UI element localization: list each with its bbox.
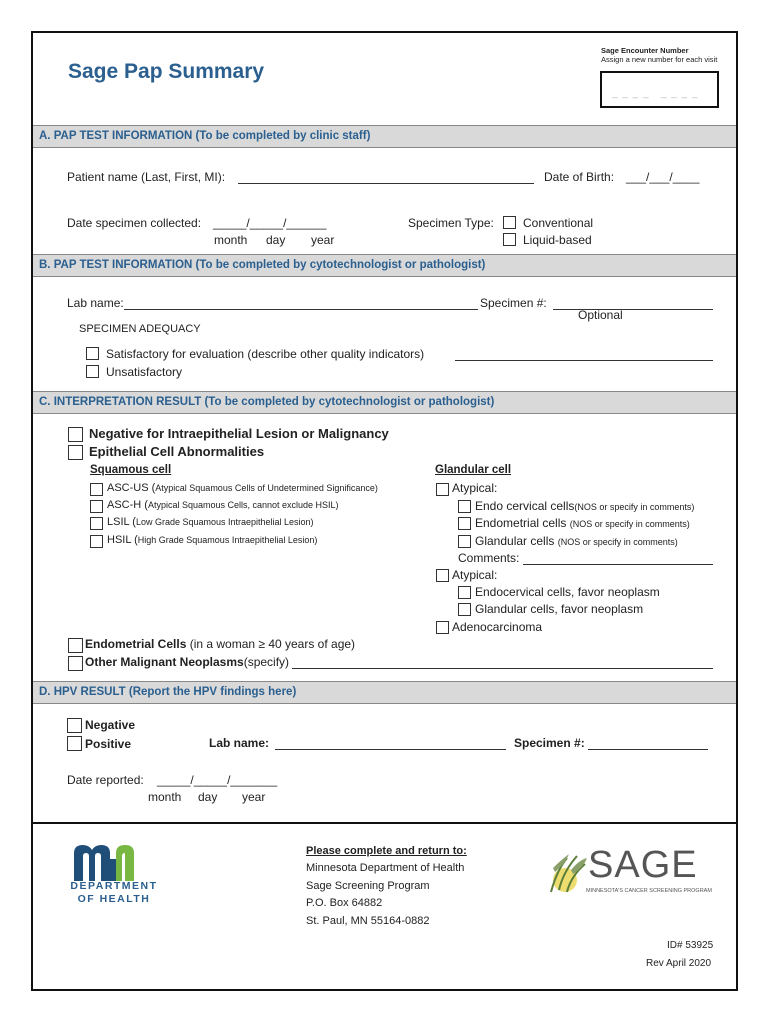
- optional-label: Optional: [578, 308, 623, 322]
- endometrial-cells-label: Endometrial Cells (in a woman ≥ 40 years of age): [85, 637, 356, 651]
- adenocarcinoma-label: Adenocarcinoma: [452, 620, 543, 634]
- hsil-checkbox[interactable]: [90, 535, 103, 548]
- form-id: ID# 53925: [667, 940, 714, 951]
- atypical-checkbox-1[interactable]: [436, 483, 449, 496]
- date-reported-label: Date reported:: [67, 773, 144, 787]
- quality-indicators-field[interactable]: [455, 360, 713, 361]
- dob-label: Date of Birth:: [544, 170, 615, 184]
- endo-cervical-checkbox[interactable]: [458, 500, 471, 513]
- hpv-date-day-label: day: [198, 790, 218, 804]
- conventional-checkbox[interactable]: [503, 216, 516, 229]
- date-collected-field[interactable]: _____/_____/______: [213, 216, 327, 230]
- glandular-cells-checkbox[interactable]: [458, 535, 471, 548]
- conventional-label: Conventional: [523, 216, 594, 230]
- endocervical-neoplasm-checkbox[interactable]: [458, 586, 471, 599]
- squamous-heading: Squamous cell: [90, 464, 172, 476]
- lab-name-field[interactable]: [124, 309, 478, 310]
- specimen-type-label: Specimen Type:: [408, 216, 494, 230]
- lab-name-label: Lab name:: [67, 296, 124, 310]
- date-collected-label: Date specimen collected:: [67, 216, 202, 230]
- epithelial-label: Epithelial Cell Abnormalities: [89, 444, 265, 459]
- unsatisfactory-checkbox[interactable]: [86, 365, 99, 378]
- address-line-1: Minnesota Department of Health: [306, 862, 465, 874]
- atypical-label-2: Atypical:: [452, 568, 498, 582]
- section-d-heading: D. HPV RESULT (Report the HPV findings here): [33, 681, 736, 704]
- hpv-specimen-field[interactable]: [588, 749, 708, 750]
- lsil-label: LSIL (Low Grade Squamous Intraepithelial Lesion): [107, 516, 314, 528]
- glandular-heading: Glandular cell: [435, 464, 512, 476]
- form-title: Sage Pap Summary: [68, 60, 265, 83]
- hpv-negative-label: Negative: [85, 718, 136, 732]
- liquid-based-label: Liquid-based: [523, 233, 592, 247]
- encounter-label: Sage Encounter Number Assign a new number for each visit: [601, 46, 718, 64]
- comments-field[interactable]: [523, 564, 713, 565]
- specimen-number-label: Specimen #:: [480, 296, 547, 310]
- date-reported-field[interactable]: _____/_____/_______: [157, 773, 278, 787]
- date-month-label: month: [214, 233, 248, 247]
- hpv-positive-checkbox[interactable]: [67, 736, 82, 751]
- section-b-heading: B. PAP TEST INFORMATION (To be completed by cytotechnologist or pathologist): [33, 254, 736, 277]
- adenocarcinoma-checkbox[interactable]: [436, 621, 449, 634]
- date-day-label: day: [266, 233, 286, 247]
- sage-logo-subtitle: MINNESOTA'S CANCER SCREENING PROGRAM: [586, 888, 712, 894]
- lsil-checkbox[interactable]: [90, 517, 103, 530]
- sage-plant-icon: [547, 850, 589, 894]
- liquid-based-checkbox[interactable]: [503, 233, 516, 246]
- patient-name-field[interactable]: [238, 183, 534, 184]
- hpv-date-year-label: year: [242, 790, 266, 804]
- return-heading: Please complete and return to:: [306, 845, 467, 857]
- endometrial-cells-checkbox[interactable]: [68, 638, 83, 653]
- footer-divider: [33, 822, 736, 824]
- hpv-lab-name-label: Lab name:: [209, 736, 270, 750]
- section-a-heading: A. PAP TEST INFORMATION (To be completed by clinic staff): [33, 125, 736, 148]
- asch-checkbox[interactable]: [90, 500, 103, 513]
- address-line-3: P.O. Box 64882: [306, 897, 383, 909]
- endocervical-neoplasm-label: Endocervical cells, favor neoplasm: [475, 585, 660, 599]
- other-malignant-checkbox[interactable]: [68, 656, 83, 671]
- dob-field[interactable]: ___/___/____: [626, 170, 700, 184]
- hpv-negative-checkbox[interactable]: [67, 718, 82, 733]
- encounter-placeholder: _ _ _ _ _ _ _ _: [612, 88, 699, 99]
- hsil-label: HSIL (High Grade Squamous Intraepithelial Lesion): [107, 534, 318, 546]
- negative-nilm-label: Negative for Intraepithelial Lesion or Malignancy: [89, 426, 389, 441]
- endometrial-checkbox[interactable]: [458, 517, 471, 530]
- unsatisfactory-label: Unsatisfactory: [106, 365, 183, 379]
- department-of-health-label: DEPARTMENT OF HEALTH: [70, 880, 158, 905]
- hpv-specimen-label: Specimen #:: [514, 736, 585, 750]
- atypical-checkbox-2[interactable]: [436, 569, 449, 582]
- hpv-date-month-label: month: [148, 790, 182, 804]
- form-revision: Rev April 2020: [646, 958, 712, 969]
- negative-nilm-checkbox[interactable]: [68, 427, 83, 442]
- glandular-neoplasm-label: Glandular cells, favor neoplasm: [475, 602, 644, 616]
- hpv-lab-name-field[interactable]: [275, 749, 506, 750]
- other-malignant-field[interactable]: [292, 668, 713, 669]
- other-malignant-label: Other Malignant Neoplasms(specify): [85, 655, 290, 669]
- glandular-cells-label: Glandular cells (NOS or specify in comments): [475, 534, 678, 548]
- comments-label: Comments:: [458, 551, 520, 565]
- atypical-label-1: Atypical:: [452, 481, 498, 495]
- specimen-number-field[interactable]: [553, 309, 713, 310]
- endo-cervical-label: Endo cervical cells(NOS or specify in comments): [475, 499, 695, 513]
- sage-logo-text: SAGE: [588, 844, 698, 886]
- glandular-neoplasm-checkbox[interactable]: [458, 603, 471, 616]
- hpv-positive-label: Positive: [85, 737, 132, 751]
- endometrial-label: Endometrial cells (NOS or specify in comments): [475, 516, 690, 530]
- date-year-label: year: [311, 233, 335, 247]
- ascus-checkbox[interactable]: [90, 483, 103, 496]
- asch-label: ASC-H (Atypical Squamous Cells, cannot exclude HSIL): [107, 499, 339, 511]
- ascus-label: ASC-US (Atypical Squamous Cells of Undetermined Significance): [107, 482, 378, 494]
- mn-logo-icon: [74, 845, 154, 881]
- address-line-2: Sage Screening Program: [306, 880, 430, 892]
- satisfactory-label: Satisfactory for evaluation (describe other quality indicators): [106, 347, 425, 361]
- patient-name-label: Patient name (Last, First, MI):: [67, 170, 226, 184]
- specimen-adequacy-label: SPECIMEN ADEQUACY: [79, 323, 201, 335]
- epithelial-checkbox[interactable]: [68, 445, 83, 460]
- section-c-heading: C. INTERPRETATION RESULT (To be completed by cytotechnologist or pathologist): [33, 391, 736, 414]
- address-line-4: St. Paul, MN 55164-0882: [306, 915, 430, 927]
- satisfactory-checkbox[interactable]: [86, 347, 99, 360]
